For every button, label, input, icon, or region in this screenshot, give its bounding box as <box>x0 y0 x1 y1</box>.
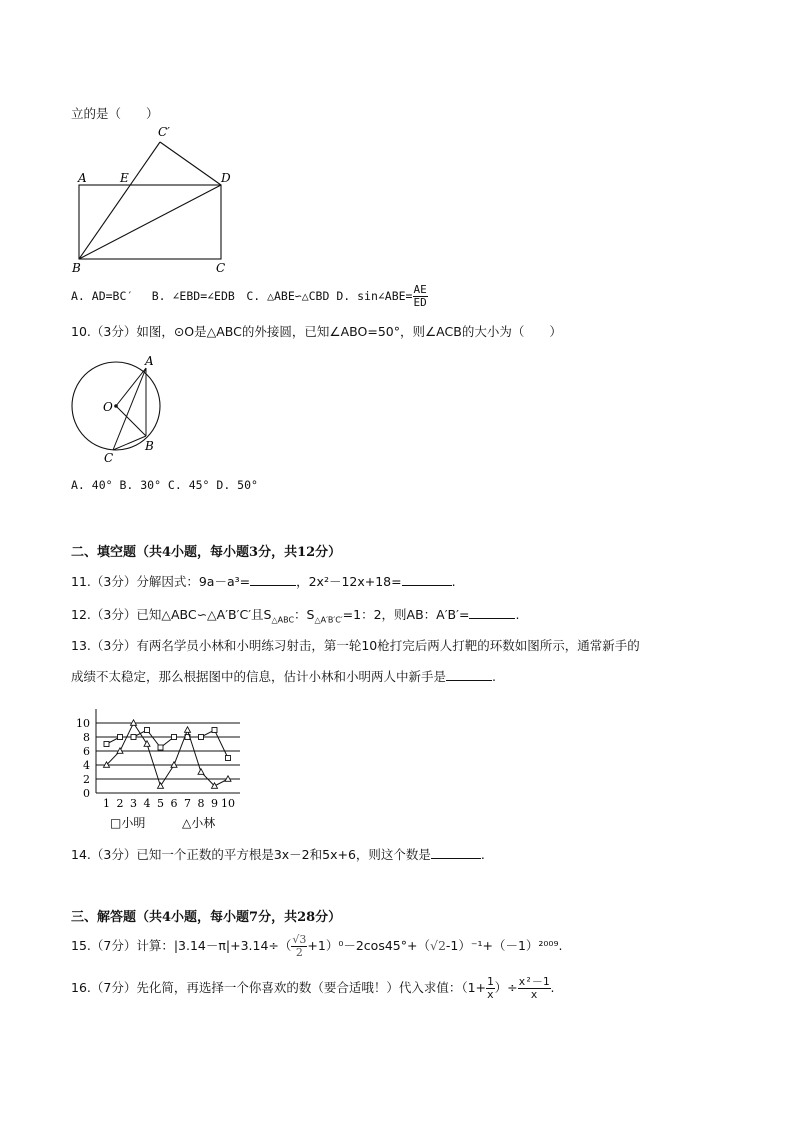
q13-line2-text: 成绩不太稳定，那么根据图中的信息，估计小林和小明两人中新手是 <box>71 669 447 684</box>
diagonal-bd <box>79 185 221 259</box>
legend-xiaoming: □小明 <box>110 816 146 830</box>
data-point-triangle <box>198 769 204 775</box>
q12 <box>71 605 519 625</box>
q12-part-b: ：S <box>294 607 315 622</box>
y-tick-label: 10 <box>76 717 90 730</box>
y-tick-label: 6 <box>83 745 90 758</box>
fraction-numerator: √3 <box>292 933 307 946</box>
data-point-triangle <box>131 720 137 726</box>
answer-blank[interactable] <box>446 668 492 681</box>
y-tick-label: 2 <box>83 773 90 786</box>
data-point-square <box>104 742 109 747</box>
legend-xiaolin: △小林 <box>182 816 216 830</box>
data-point-square <box>158 745 163 750</box>
x-tick-label: 8 <box>197 797 205 810</box>
q14-part-b: . <box>480 847 485 862</box>
q9-options <box>71 284 428 309</box>
chart-x-tick-labels <box>103 797 235 810</box>
q14 <box>71 845 485 863</box>
q15-part-a: 15.（7分）计算：|3.14－π|+3.14÷（ <box>71 938 292 953</box>
q10-stem: 10.（3分）如图，⊙O是△ABC的外接圆，已知∠ABO=50°，则∠ACB的大小为（ ） <box>71 324 562 339</box>
q13-line1: 13.（3分）有两名学员小林和小明练习射击，第一轮10枪打完后两人打靶的环数如图所示，通常新手的 <box>71 638 640 653</box>
q12-part-d: . <box>515 607 520 622</box>
shooting-score-chart <box>70 705 260 835</box>
data-point-triangle <box>117 748 123 754</box>
data-point-square <box>172 735 177 740</box>
q13-line2 <box>71 667 496 685</box>
y-tick-label: 4 <box>83 759 90 772</box>
section2-title: 二、填空题（共4小题，每小题3分，共12分） <box>71 545 342 560</box>
q15-fraction <box>291 934 307 959</box>
answer-blank[interactable] <box>469 606 515 619</box>
data-point-triangle <box>225 776 231 782</box>
data-point-square <box>226 756 231 761</box>
series-line <box>107 730 229 758</box>
x-tick-label: 2 <box>116 797 124 810</box>
fraction-denominator: ED <box>413 296 427 309</box>
answer-blank[interactable] <box>250 573 296 586</box>
x-tick-label: 9 <box>211 797 218 810</box>
fraction-numerator: AE <box>413 283 427 296</box>
fraction-numerator: x²－1 <box>518 975 550 988</box>
label-o: O <box>103 400 113 414</box>
segment-bc-prime <box>79 142 160 259</box>
label-a: A <box>145 354 154 368</box>
y-tick-label: 0 <box>83 787 90 800</box>
q9-figure <box>70 120 240 280</box>
label-c-prime: C′ <box>158 125 170 139</box>
data-point-triangle <box>171 762 177 768</box>
q9-option-d-fraction <box>413 284 428 309</box>
q9-options-text: A. AD=BC′ B. ∠EBD=∠EDB C. △ABE∽△CBD D. sin∠ABE= <box>71 289 413 303</box>
fraction-denominator: x <box>487 988 494 1001</box>
q16-part-c: . <box>550 980 555 995</box>
q15 <box>71 934 562 959</box>
x-tick-label: 5 <box>157 797 164 810</box>
q10-options: A. 40° B. 30° C. 45° D. 50° <box>71 478 258 492</box>
fraction-numerator: 1 <box>487 975 494 988</box>
q16 <box>71 976 554 1001</box>
fraction-denominator: 2 <box>295 946 303 959</box>
data-point-square <box>131 735 136 740</box>
x-tick-label: 7 <box>184 797 191 810</box>
fraction-denominator: x <box>530 988 538 1001</box>
section3-title: 三、解答题（共4小题，每小题7分，共28分） <box>71 910 342 925</box>
label-c: C <box>104 451 114 465</box>
q11 <box>71 572 456 590</box>
data-point-triangle <box>185 727 191 733</box>
q12-part-c: =1：2，则AB：A′B′= <box>342 607 470 622</box>
data-point-square <box>118 735 123 740</box>
q15-part-b: +1）⁰－2cos45°+（ <box>307 938 430 953</box>
q16-fraction-1 <box>486 976 495 1001</box>
q11-part-c: . <box>451 574 456 589</box>
chart-y-tick-labels <box>76 717 90 800</box>
q9-stem-tail: 立的是（ ） <box>71 106 159 121</box>
q12-sub2: △A′B′C′ <box>314 615 343 625</box>
segment-c-prime-d <box>160 142 221 185</box>
label-b: B <box>72 261 81 275</box>
segment-oa <box>116 368 146 406</box>
label-c: C <box>216 261 226 275</box>
q15-part-c: -1）⁻¹+（－1）²⁰⁰⁹. <box>445 938 563 953</box>
chart-gridlines <box>96 709 240 793</box>
q13-line2-end: . <box>492 669 496 684</box>
x-tick-label: 6 <box>170 797 178 810</box>
q16-fraction-2 <box>518 976 551 1001</box>
answer-blank[interactable] <box>402 573 452 586</box>
x-tick-label: 10 <box>221 797 235 810</box>
q11-part-b: ，2x²－12x+18= <box>296 574 402 589</box>
q11-part-a: 11.（3分）分解因式：9a－a³= <box>71 574 251 589</box>
q10-circle-figure <box>70 350 170 465</box>
label-b: B <box>145 439 154 453</box>
q16-part-b: ）÷ <box>494 980 518 995</box>
chart-series <box>104 720 232 789</box>
label-d: D <box>221 171 231 185</box>
data-point-square <box>145 728 150 733</box>
data-point-square <box>199 735 204 740</box>
q16-part-a: 16.（7分）先化简，再选择一个你喜欢的数（要合适哦！）代入求值：（1+ <box>71 980 487 995</box>
y-tick-label: 8 <box>83 731 90 744</box>
q12-sub1: △ABC <box>271 615 295 625</box>
label-e: E <box>120 171 129 185</box>
q15-sqrt2: √2 <box>429 938 446 953</box>
q14-part-a: 14.（3分）已知一个正数的平方根是3x－2和5x+6，则这个数是 <box>71 847 431 862</box>
x-tick-label: 3 <box>130 797 137 810</box>
answer-blank[interactable] <box>431 846 481 859</box>
data-point-square <box>212 728 217 733</box>
x-tick-label: 1 <box>103 797 110 810</box>
q12-part-a: 12.（3分）已知△ABC∽△A′B′C′且S <box>71 607 272 622</box>
x-tick-label: 4 <box>143 797 151 810</box>
label-a: A <box>78 171 87 185</box>
